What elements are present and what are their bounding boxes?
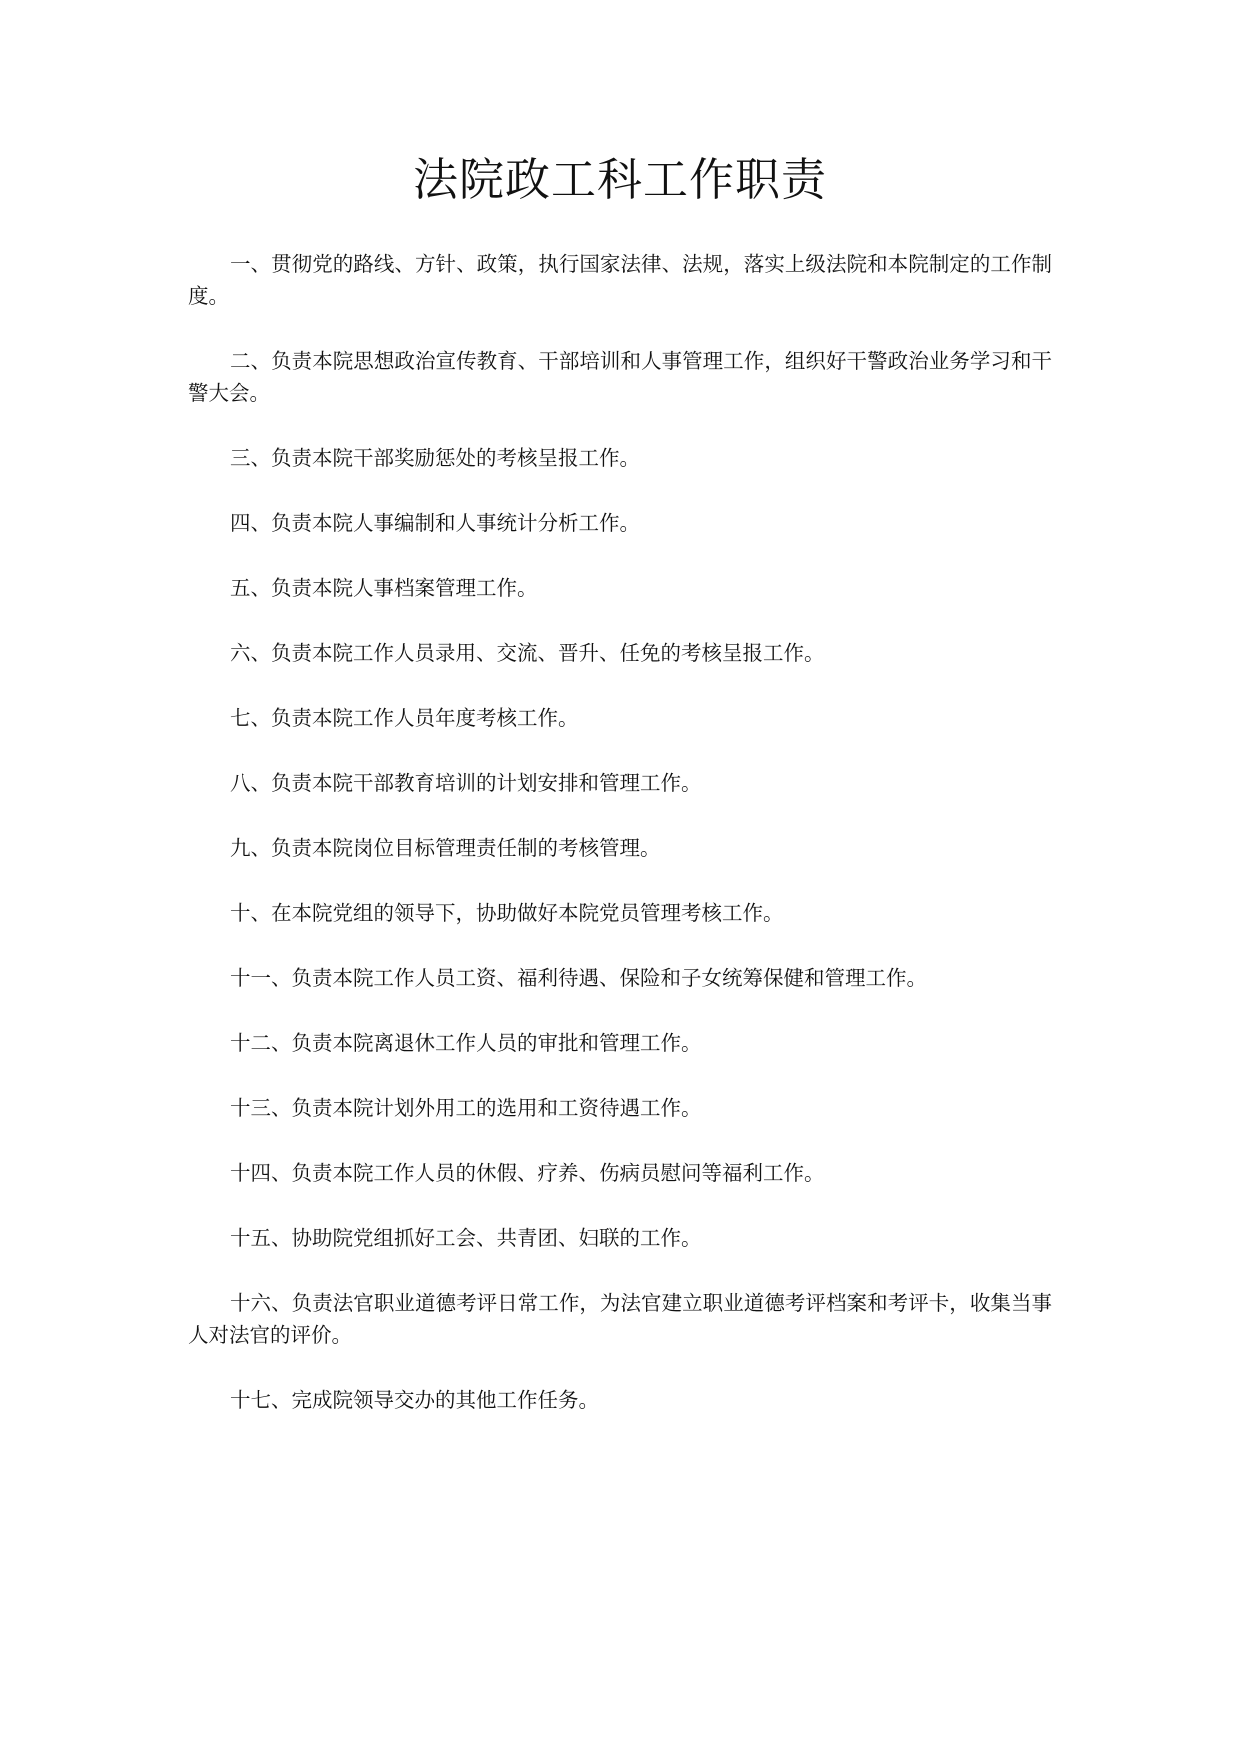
duty-paragraph: 八、负责本院干部教育培训的计划安排和管理工作。: [230, 771, 702, 795]
duty-paragraph: 十三、负责本院计划外用工的选用和工资待遇工作。: [230, 1096, 702, 1120]
duty-paragraph: 十二、负责本院离退休工作人员的审批和管理工作。: [230, 1031, 702, 1055]
page-title: 法院政工科工作职责: [412, 153, 827, 206]
duty-paragraph: 十四、负责本院工作人员的休假、疗养、伤病员慰问等福利工作。: [230, 1161, 825, 1185]
duty-paragraph: 十五、协助院党组抓好工会、共青团、妇联的工作。: [230, 1226, 702, 1250]
duty-paragraph: 十七、完成院领导交办的其他工作任务。: [230, 1388, 599, 1412]
duty-paragraph: 四、负责本院人事编制和人事统计分析工作。: [230, 511, 640, 535]
duty-paragraph: 七、负责本院工作人员年度考核工作。: [230, 706, 579, 730]
duty-paragraph: 十一、负责本院工作人员工资、福利待遇、保险和子女统筹保健和管理工作。: [230, 966, 927, 990]
duty-paragraph: 十、在本院党组的领导下，协助做好本院党员管理考核工作。: [230, 901, 784, 925]
duty-paragraph: 九、负责本院岗位目标管理责任制的考核管理。: [230, 836, 661, 860]
duty-paragraph: 三、负责本院干部奖励惩处的考核呈报工作。: [230, 446, 640, 470]
duty-paragraph: 十六、负责法官职业道德考评日常工作，为法官建立职业道德考评档案和考评卡，收集当事人对法官的评价。: [188, 1291, 1052, 1347]
duty-paragraph: 六、负责本院工作人员录用、交流、晋升、任免的考核呈报工作。: [230, 641, 825, 665]
duties-list: [188, 248, 1052, 1449]
duty-paragraph: 五、负责本院人事档案管理工作。: [230, 576, 538, 600]
duty-paragraph: 一、贯彻党的路线、方针、政策，执行国家法律、法规，落实上级法院和本院制定的工作制度。: [188, 252, 1052, 308]
duty-paragraph: 二、负责本院思想政治宣传教育、干部培训和人事管理工作，组织好干警政治业务学习和干警大会。: [188, 349, 1052, 405]
